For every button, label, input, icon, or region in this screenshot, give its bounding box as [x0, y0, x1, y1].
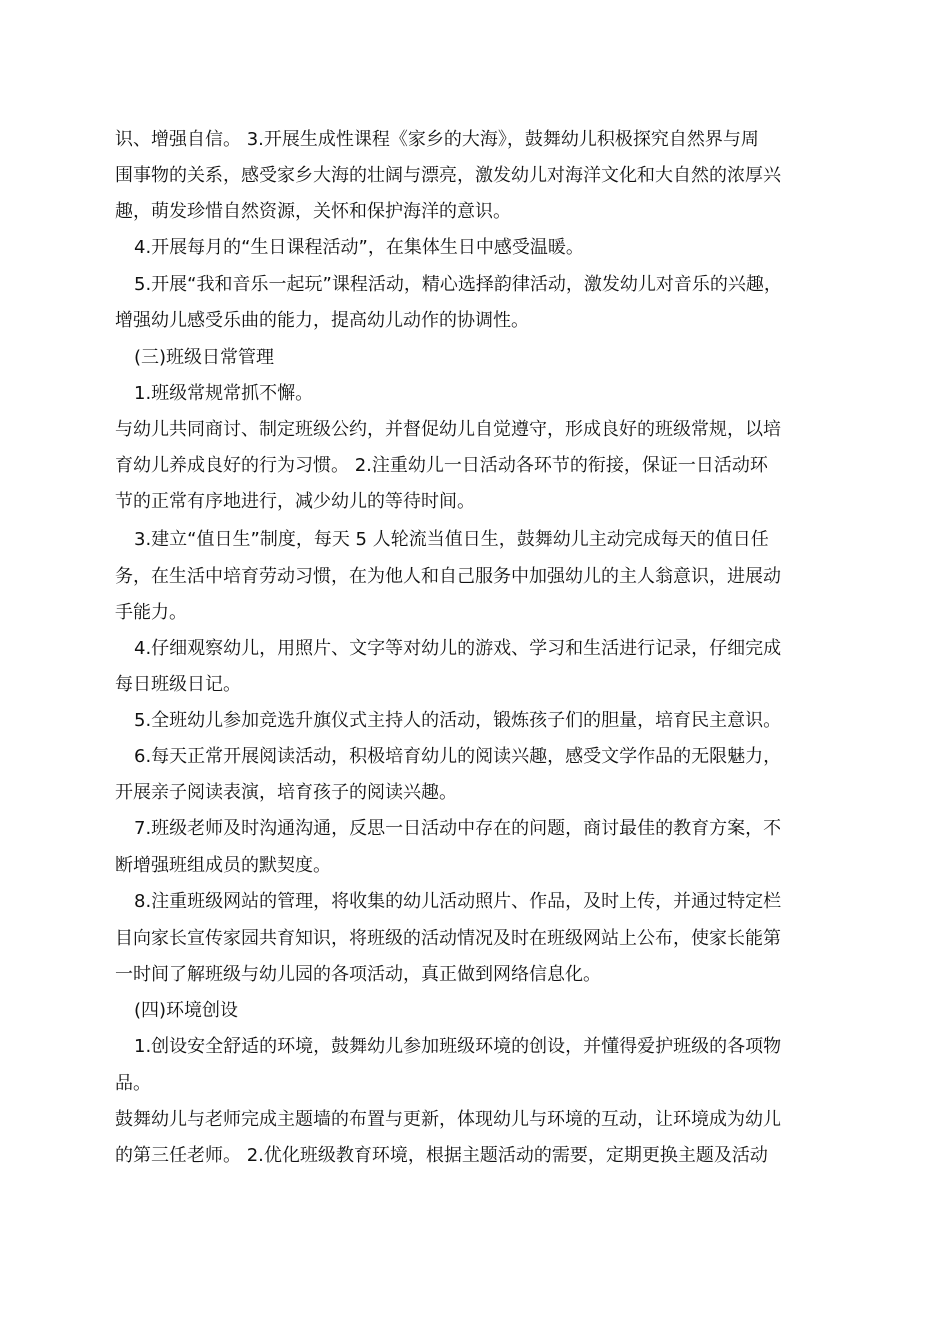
section-heading: (三)班级日常管理 [134, 347, 275, 368]
section-heading: (四)环境创设 [134, 1000, 239, 1021]
text-line: 开展亲子阅读表演，培育孩子的阅读兴趣。 [115, 782, 457, 803]
text-line: 一时间了解班级与幼儿园的各项活动，真正做到网络信息化。 [115, 964, 601, 985]
text-line: 7.班级老师及时沟通沟通，反思一日活动中存在的问题，商讨最佳的教育方案，不 [134, 818, 782, 839]
text-line: 5.开展“我和音乐一起玩”课程活动，精心选择韵律活动，激发幼儿对音乐的兴趣， [134, 274, 782, 295]
text-line: 节的正常有序地进行，减少幼儿的等待时间。 [115, 491, 475, 512]
text-line: 务，在生活中培育劳动习惯，在为他人和自己服务中加强幼儿的主人翁意识，进展动 [115, 566, 781, 587]
text-line: 4.开展每月的“生日课程活动”，在集体生日中感受温暖。 [134, 237, 584, 258]
text-line: 鼓舞幼儿与老师完成主题墙的布置与更新，体现幼儿与环境的互动，让环境成为幼儿 [115, 1109, 781, 1130]
text-line: 断增强班组成员的默契度。 [115, 855, 331, 876]
text-line: 围事物的关系，感受家乡大海的壮阔与漂亮，激发幼儿对海洋文化和大自然的浓厚兴 [115, 165, 781, 186]
text-line: 4.仔细观察幼儿，用照片、文字等对幼儿的游戏、学习和生活进行记录，仔细完成 [134, 638, 782, 659]
text-line: 与幼儿共同商讨、制定班级公约，并督促幼儿自觉遵守，形成良好的班级常规，以培 [115, 419, 781, 440]
text-line: 手能力。 [115, 602, 187, 623]
text-line: 每日班级日记。 [115, 674, 241, 695]
text-line: 1.班级常规常抓不懈。 [134, 383, 314, 404]
text-line: 5.全班幼儿参加竞选升旗仪式主持人的活动，锻炼孩子们的胆量，培育民主意识。 [134, 710, 782, 731]
text-line: 的第三任老师。 2.优化班级教育环境，根据主题活动的需要，定期更换主题及活动 [115, 1145, 768, 1166]
text-line: 3.建立“值日生”制度，每天 5 人轮流当值日生，鼓舞幼儿主动完成每天的值日任 [134, 529, 769, 550]
text-line: 趣，萌发珍惜自然资源，关怀和保护海洋的意识。 [115, 201, 511, 222]
text-line: 8.注重班级网站的管理，将收集的幼儿活动照片、作品，及时上传，并通过特定栏 [134, 891, 782, 912]
text-line: 目向家长宣传家园共育知识，将班级的活动情况及时在班级网站上公布，使家长能第 [115, 928, 781, 949]
text-line: 育幼儿养成良好的行为习惯。 2.注重幼儿一日活动各环节的衔接，保证一日活动环 [115, 455, 768, 476]
text-line: 1.创设安全舒适的环境，鼓舞幼儿参加班级环境的创设，并懂得爱护班级的各项物 [134, 1036, 782, 1057]
text-line: 识、增强自信。 3.开展生成性课程《家乡的大海》，鼓舞幼儿积极探究自然界与周 [115, 129, 759, 150]
text-line: 增强幼儿感受乐曲的能力，提高幼儿动作的协调性。 [115, 310, 529, 331]
text-line: 6.每天正常开展阅读活动，积极培育幼儿的阅读兴趣，感受文学作品的无限魅力， [134, 746, 782, 767]
text-line: 品。 [115, 1073, 151, 1094]
